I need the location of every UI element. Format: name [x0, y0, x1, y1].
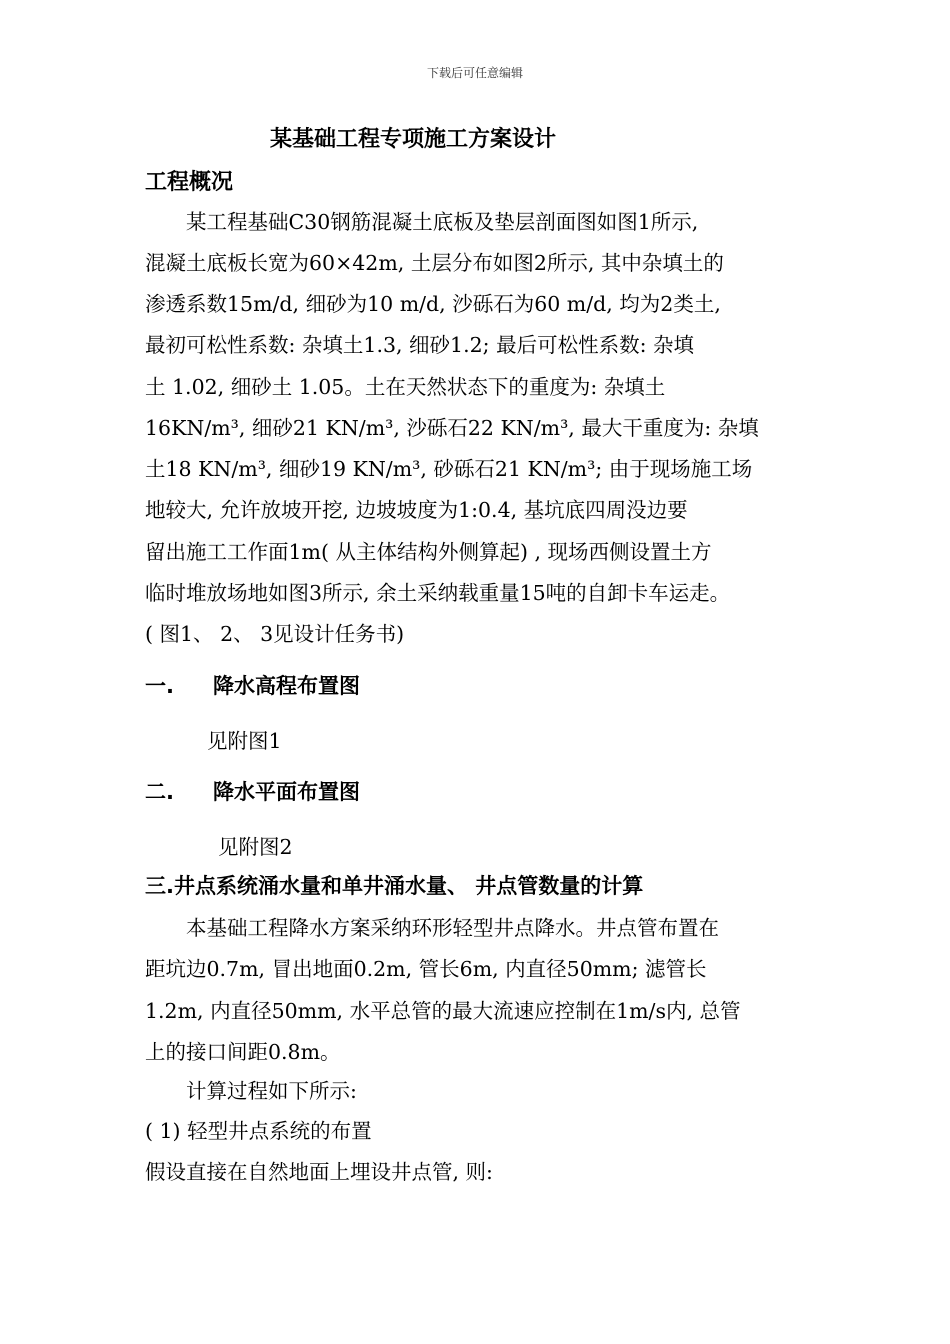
- document-title: 某基础工程专项施工方案设计: [270, 127, 557, 152]
- overview-line: 某工程基础C30钢筋混凝土底板及垫层剖面图如图1所示,: [145, 210, 699, 234]
- overview-line: 16KN/m³, 细砂21 KN/m³, 沙砾石22 KN/m³, 最大干重度为: 杂填: [145, 416, 759, 440]
- overview-line: 留出施工工作面1m( 从主体结构外侧算起) , 现场西侧设置土方: [145, 540, 712, 564]
- paragraph-line: 上的接口间距0.8m。: [145, 1040, 341, 1064]
- section-heading-2: [145, 776, 360, 806]
- overview-line: 地较大, 允许放坡开挖, 边坡坡度为1:0.4, 基坑底四周没边要: [145, 498, 688, 522]
- section-title: 降水高程布置图: [213, 674, 360, 698]
- figure-reference: 见附图1: [207, 729, 282, 753]
- overview-line: 土 1.02, 细砂土 1.05。土在天然状态下的重度为: 杂填土: [145, 375, 666, 399]
- section-number: 二.: [145, 780, 174, 804]
- header-note: 下载后可任意编辑: [426, 66, 523, 80]
- overview-line: 最初可松性系数: 杂填土1.3, 细砂1.2; 最后可松性系数: 杂填: [145, 333, 695, 357]
- section-number: 三.: [145, 874, 174, 898]
- paragraph-line: 本基础工程降水方案采纳环形轻型井点降水。井点管布置在: [145, 916, 719, 940]
- step-heading: ( 1) 轻型井点系统的布置: [145, 1119, 372, 1143]
- paragraph-line: 距坑边0.7m, 冒出地面0.2m, 管长6m, 内直径50mm; 滤管长: [145, 957, 707, 981]
- overview-line: 渗透系数15m/d, 细砂为10 m/d, 沙砾石为60 m/d, 均为2类土,: [145, 292, 721, 316]
- section-heading-1: [145, 670, 360, 700]
- overview-heading: 工程概况: [145, 170, 234, 195]
- step-line: 假设直接在自然地面上埋设井点管, 则:: [145, 1160, 493, 1184]
- section-title: 井点系统涌水量和单井涌水量、 井点管数量的计算: [173, 874, 644, 898]
- section-title: 降水平面布置图: [213, 780, 360, 804]
- calc-intro: 计算过程如下所示:: [145, 1079, 357, 1103]
- overview-line: 临时堆放场地如图3所示, 余土采纳载重量15吨的自卸卡车运走。: [145, 581, 731, 605]
- paragraph-line: 1.2m, 内直径50mm, 水平总管的最大流速应控制在1m/s内, 总管: [145, 999, 741, 1023]
- overview-line: 混凝土底板长宽为60×42m, 土层分布如图2所示, 其中杂填土的: [145, 251, 724, 275]
- section-number: 一.: [145, 674, 174, 698]
- overview-line: 土18 KN/m³, 细砂19 KN/m³, 砂砾石21 KN/m³; 由于现场施工场: [145, 457, 753, 481]
- figure-reference: 见附图2: [218, 835, 293, 859]
- section-heading-3: [145, 870, 643, 900]
- overview-line: ( 图1、 2、 3见设计任务书): [145, 622, 405, 646]
